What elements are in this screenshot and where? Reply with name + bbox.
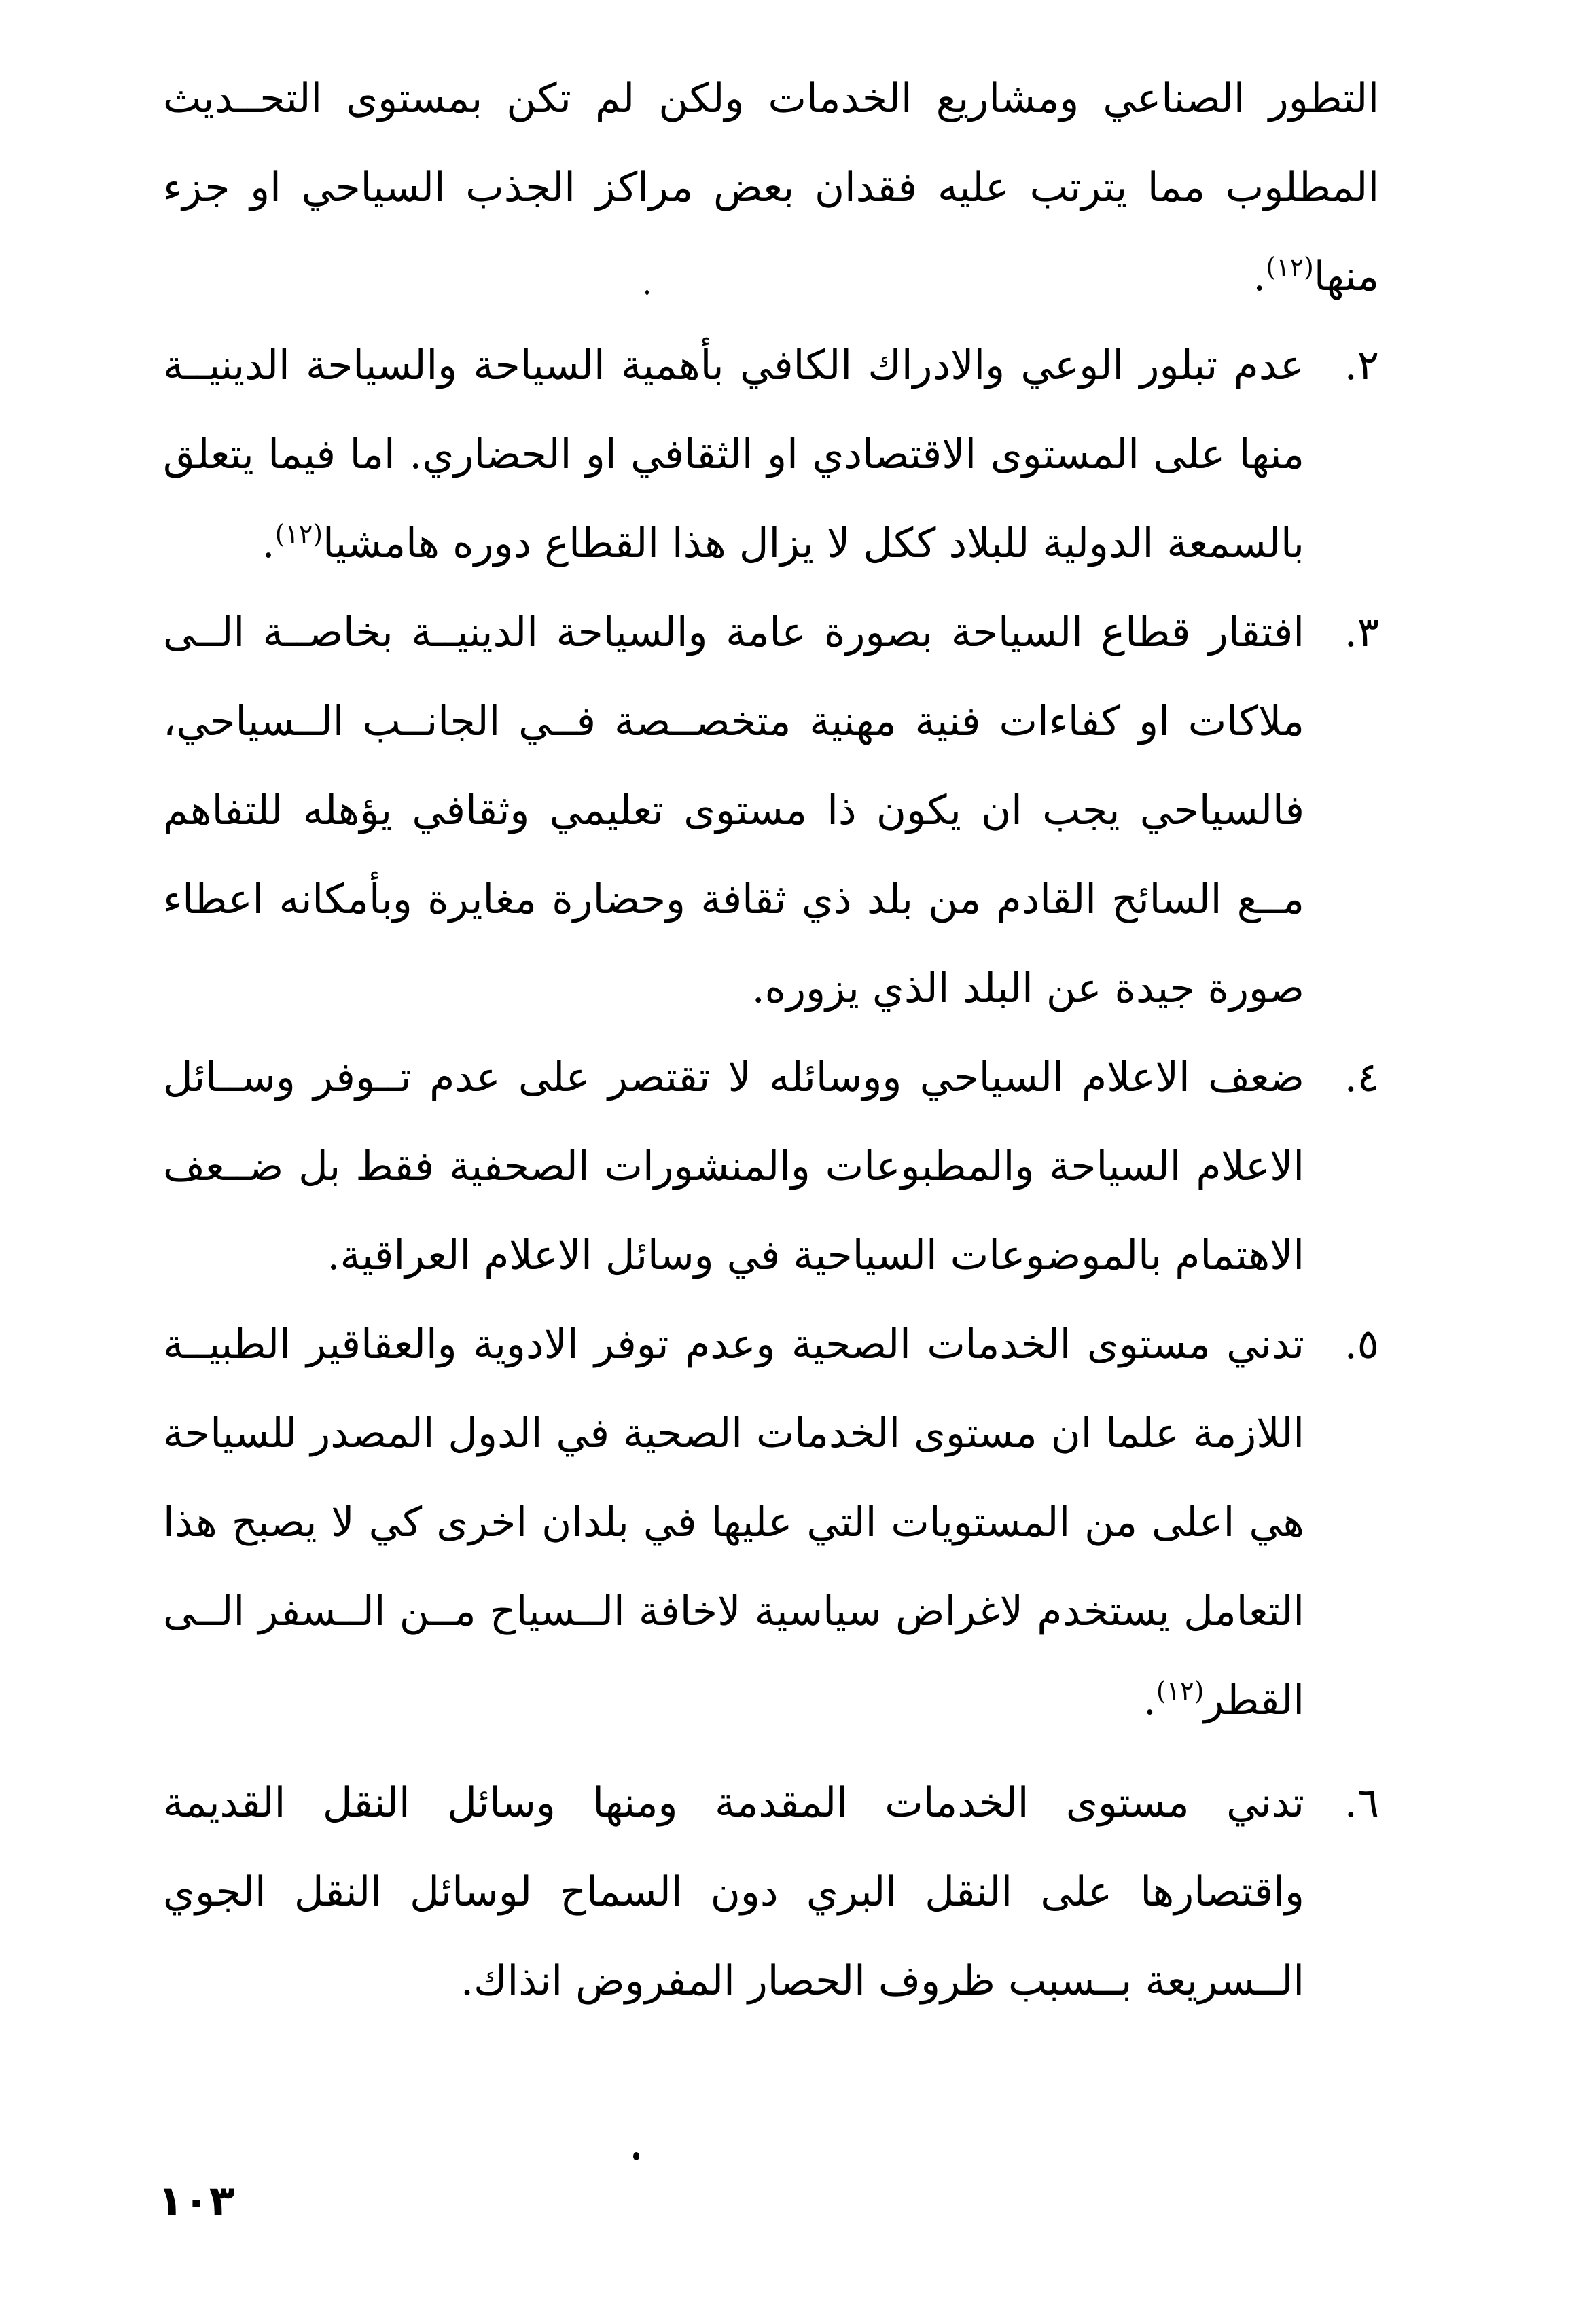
reference-marker: (١٢): [1156, 1676, 1205, 1706]
intro-paragraph-text: التطور الصناعي ومشاريع الخدمات ولكن لم تكن بمستوى التحــديث المطلوب مما يترتب عليه فقدان بعض مراكز الجذب السياحي او جزء منها: [163, 75, 1379, 300]
list-item-number: ٥.: [1344, 1321, 1379, 1368]
list-item-number: ٤.: [1344, 1054, 1379, 1101]
list-item-text: [163, 1033, 1304, 1300]
list-item-number: ٦.: [1344, 1779, 1379, 1827]
reference-marker: (١٢): [274, 519, 323, 549]
list-item-6: [163, 1759, 1379, 2026]
sentence-end: .: [1143, 1677, 1156, 1724]
reference-marker: (١٢): [1266, 252, 1314, 282]
list-item-body: تدني مستوى الخدمات الصحية وعدم توفر الادوية والعقاقير الطبيــة اللازمة علما ان مستوى الخدمات الصحية في الدول المصدر للسياحة هي اعلى من المستويات التي عليها في بلدان اخرى كي لا يصبح هذا التعامل يستخدم لاغراض سياسية لاخافة الــسياح مــن الــسفر الــى القطر: [163, 1321, 1304, 1724]
list-item-3: [163, 588, 1379, 1033]
body-text: [163, 54, 1379, 2026]
list-item-body: افتقار قطاع السياحة بصورة عامة والسياحة الدينيــة بخاصــة الــى ملاكات او كفاءات فنية مهنية متخصــصة فــي الجانــب الــسياحي، فالسياحي يجب ان يكون ذا مستوى تعليمي وثقافي يؤهله للتفاهم مــع السائح القادم من بلد ذي ثقافة وحضارة مغايرة وبأمكانه اعطاء صورة جيدة عن البلد الذي يزوره.: [163, 609, 1304, 1012]
list-item-number: ٢.: [1344, 342, 1379, 389]
list-item-number: ٣.: [1344, 609, 1379, 656]
list-item-text: [163, 1300, 1304, 1745]
intro-paragraph: [163, 54, 1379, 321]
list-item-text: [163, 1759, 1304, 2026]
scan-speck: [633, 2152, 639, 2160]
sentence-end: .: [1253, 253, 1266, 300]
list-item-2: [163, 321, 1379, 588]
list-item-body: ضعف الاعلام السياحي ووسائله لا تقتصر على عدم تــوفر وســائل الاعلام السياحة والمطبوعات والمنشورات الصحفية فقط بل ضــعف الاهتمام بالموضوعات السياحية في وسائل الاعلام العراقية.: [163, 1054, 1304, 1279]
list-item-5: [163, 1300, 1379, 1745]
sentence-end: .: [262, 520, 275, 567]
page-number: ١٠٣: [158, 2176, 235, 2225]
list-item-text: [163, 588, 1304, 1033]
list-item-body: تدني مستوى الخدمات المقدمة ومنها وسائل النقل القديمة واقتصارها على النقل البري دون السماح لوسائل النقل الجوي الــسريعة بــسبب ظروف الحصار المفروض انذاك.: [163, 1779, 1304, 2005]
list-item-4: [163, 1033, 1379, 1300]
scan-speck: [645, 290, 649, 295]
list-item-body: عدم تبلور الوعي والادراك الكافي بأهمية السياحة والسياحة الدينيــة منها على المستوى الاقتصادي او الثقافي او الحضاري. اما فيما يتعلق بالسمعة الدولية للبلاد ككل لا يزال هذا القطاع دوره هامشيا: [163, 342, 1304, 567]
list-item-text: [163, 321, 1304, 588]
